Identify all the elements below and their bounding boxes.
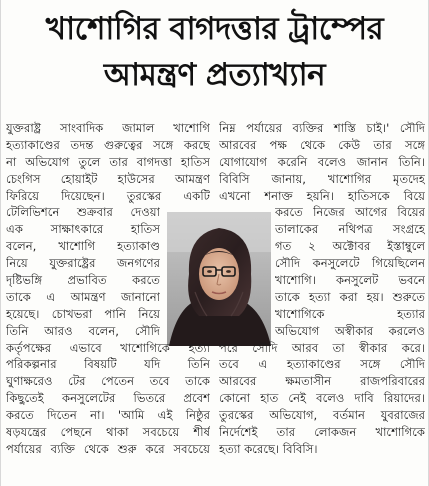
headline [9, 6, 420, 98]
text-line: করতে নিজের আগের বিয়ের [275, 205, 425, 220]
text-line: এখনো শনাক্ত হয়নি। হাতিসকে বিয়ে [219, 188, 425, 203]
headline-line-1: খাশোগির বাগদত্তার ট্রাম্পের [45, 11, 384, 47]
text-line: হত্যা করেছে। বিবিসি। [219, 441, 318, 456]
text-line: তাকে এ আমন্ত্রণ জানানো [6, 289, 160, 304]
text-line: যোগাযোগ করেনি বলেও জানান তিনি। [219, 154, 425, 169]
text-line: কিছুতেই কনসুলেটের ভিতরে প্রবেশ [6, 391, 210, 406]
text-line: দৃষ্টিভঙ্গি প্রভাবিত করতে [6, 273, 160, 288]
text-line: তাকে হত্যা করা হয়। শুরুতে [275, 289, 425, 304]
text-line: না অভিযোগ তুলে তার বাগদত্তা হাতিস [6, 154, 210, 169]
article-column-right [219, 120, 425, 458]
text-line: নির্দেশেই তার লোকজন খাশোগিকে [219, 425, 425, 440]
text-line: ঘুণাক্ষরেও টের পেতেন তবে তাকে [6, 374, 210, 389]
text-line: তুরস্কের অভিযোগ, বর্তমান যুবরাজের [219, 408, 425, 423]
text-line: কোনো হাত নেই বলেও দাবি রিয়াদের। [219, 391, 425, 406]
text-line: যুক্তরাষ্ট্র সাংবাদিক জামাল খাশোগি [6, 121, 210, 135]
text-line: ফিরিয়ে দিয়েছেন। তুরস্কের একটি [6, 188, 210, 203]
text-line: তিনি আরও বলেন, সৌদি [6, 323, 160, 338]
text-line: এক সাক্ষাৎকারে হাতিস [6, 222, 160, 237]
text-line: হত্যাকাণ্ডের তদন্ত গুরুত্বের সঙ্গে করছে [6, 137, 210, 152]
text-line: কর্তৃপক্ষের এভাবে খাশোগিকে হত্যা [6, 340, 210, 355]
text-line: হয়েছে। চোখভরা পানি নিয়ে [6, 306, 160, 321]
text-line: নিয়ে যুক্তরাষ্ট্রের জনগণের [6, 256, 160, 271]
text-line: পরে সৌদি আরব তা স্বীকার করে। [219, 340, 425, 355]
text-line: খাশোগিকে হত্যার [275, 306, 425, 321]
text-line: করতে দিতেন না। 'আমি এই নিষ্ঠুর [6, 408, 210, 423]
text-line: তবে এ হত্যাকাণ্ডের সঙ্গে সৌদি [219, 357, 425, 372]
text-line: ষড়যন্ত্রের পেছনে থাকা সবচেয়ে শীর্ষ [6, 425, 210, 440]
text-line: পর্যায়ের ব্যক্তি থেকে শুরু করে সবচেয়ে [6, 441, 210, 456]
text-line: টেলিভিশনে শুক্রবার দেওয়া [6, 205, 160, 220]
text-line: আরবের ক্ষমতাসীন রাজপরিবারের [219, 374, 425, 389]
text-line: খাশোগি। কনসুলেট ভবনে [275, 273, 425, 288]
headline-line-2: আমন্ত্রণ প্রত্যাখ্যান [103, 57, 326, 93]
text-line: অভিযোগ অস্বীকার করলেও [275, 323, 425, 338]
text-line: পরিকল্পনার বিষয়টি যদি তিনি [6, 357, 210, 372]
text-line: তালাকের নথিপত্র সংগ্রহে [275, 222, 425, 237]
text-line: সৌদি কনসুলেটে গিয়েছিলেন [275, 256, 425, 271]
text-line: আরবের পক্ষ থেকে কেউ তার সঙ্গে [219, 137, 425, 152]
text-line: বলেন, খাশোগি হত্যাকাণ্ড [6, 239, 160, 254]
article-column-left [6, 120, 210, 458]
text-line: চেংগিস হোয়াইট হাউসের আমন্ত্রণ [6, 171, 210, 186]
text-line: গত ২ অক্টোবর ইস্তাম্বুলে [275, 239, 425, 254]
text-line: বিবিসি জানায়, খাশোগির মৃতদেহ [219, 171, 425, 186]
text-line: নিম্ন পর্যায়ের ব্যক্তির শাস্তি চাই।' সৌদি [219, 121, 425, 135]
